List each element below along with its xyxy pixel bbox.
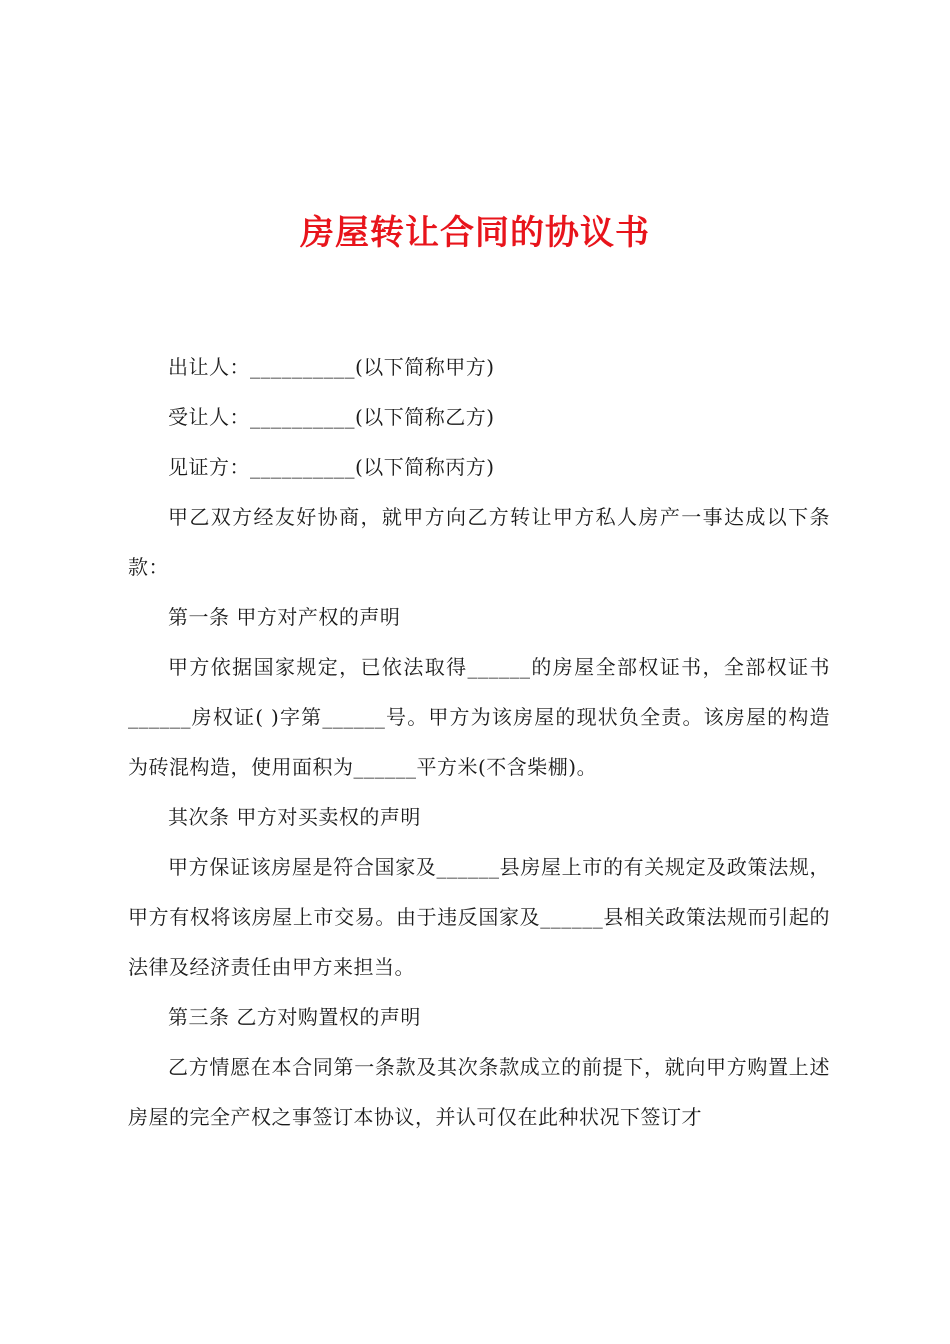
article-1-heading: 第一条 甲方对产权的声明: [168, 605, 401, 629]
article-3-body: 乙方情愿在本合同第一条款及其次条款成立的前提下，就向甲方购置上述房屋的完全产权之事签订本协议，并认可仅在此种状况下签订才: [128, 1055, 830, 1129]
document-body: [128, 342, 830, 1142]
intro-paragraph: 甲乙双方经友好协商，就甲方向乙方转让甲方私人房产一事达成以下条款：: [128, 505, 830, 579]
article-2-heading: 其次条 甲方对买卖权的声明: [168, 805, 421, 829]
article-2-body: 甲方保证该房屋是符合国家及______县房屋上市的有关规定及政策法规，甲方有权将该房屋上市交易。由于违反国家及______县相关政策法规而引起的法律及经济责任由甲方来担当。: [128, 855, 830, 979]
party-witness-line: 见证方：__________(以下简称丙方): [168, 455, 495, 479]
article-1-body: 甲方依据国家规定，已依法取得______的房屋全部权证书，全部权证书______房权证( )字第______号。甲方为该房屋的现状负全责。该房屋的构造为砖混构造，使用面积为______平方米(不含柴棚)。: [128, 655, 830, 779]
party-transferee-line: 受让人：__________(以下简称乙方): [168, 405, 495, 429]
document-title: 房屋转让合同的协议书: [300, 213, 650, 253]
article-3-heading: 第三条 乙方对购置权的声明: [168, 1005, 421, 1029]
party-transferor-line: 出让人：__________(以下简称甲方): [168, 355, 495, 379]
